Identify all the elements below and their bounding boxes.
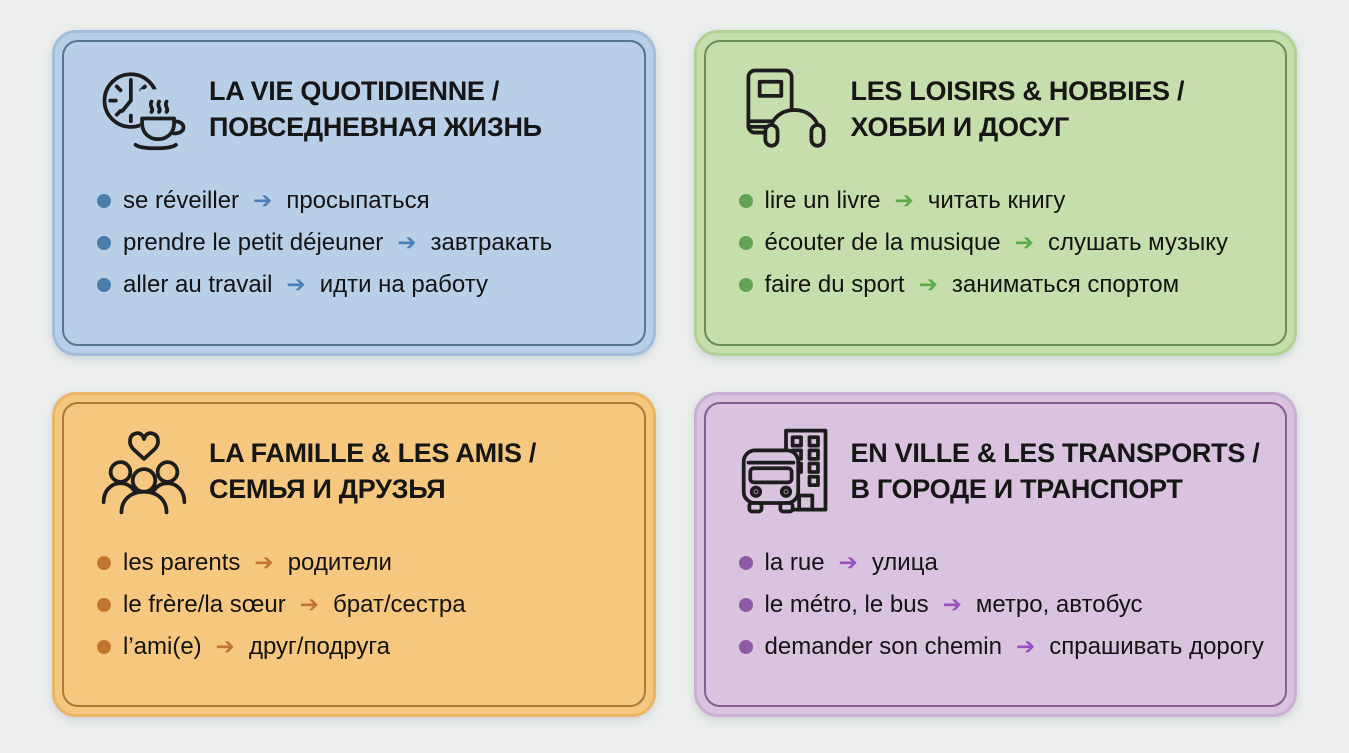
- arrow-icon: ➔: [299, 591, 319, 618]
- card-title-french: LES LOISIRS & HOBBIES /: [850, 76, 1185, 107]
- arrow-icon: ➔: [1014, 230, 1034, 256]
- vocab-item: [739, 591, 1271, 619]
- card-header: [97, 425, 629, 519]
- bullet-icon: [739, 194, 753, 208]
- vocab-item: [97, 271, 629, 299]
- russian-term: слушать музыку: [1047, 229, 1228, 256]
- card-title-french: EN VILLE & LES TRANSPORTS /: [850, 437, 1260, 468]
- french-term: le métro, le bus: [764, 590, 929, 618]
- vocab-item: [739, 229, 1271, 257]
- vocab-list: [739, 549, 1271, 661]
- french-term: faire du sport: [764, 271, 905, 298]
- card-title-russian: ХОББИ И ДОСУГ: [850, 112, 1070, 142]
- russian-term: друг/подруга: [248, 632, 390, 660]
- russian-term: просыпаться: [286, 187, 430, 214]
- card-title-russian: В ГОРОДЕ И ТРАНСПОРТ: [850, 473, 1183, 504]
- russian-term: родители: [287, 548, 392, 576]
- vocab-item: [97, 229, 629, 257]
- card-city-transport: [694, 392, 1298, 718]
- arrow-icon: ➔: [918, 272, 938, 298]
- vocab-list: [97, 187, 629, 299]
- arrow-icon: ➔: [286, 272, 306, 298]
- russian-term: идти на работу: [319, 271, 488, 298]
- card-header: [739, 425, 1271, 519]
- card-daily-life: [52, 30, 656, 356]
- bullet-icon: [97, 640, 111, 654]
- card-title: [851, 74, 1185, 145]
- vocab-item: [97, 633, 629, 661]
- russian-term: метро, автобус: [975, 590, 1143, 618]
- bullet-icon: [739, 598, 753, 612]
- arrow-icon: ➔: [254, 549, 274, 576]
- card-title-french: LA VIE QUOTIDIENNE /: [209, 76, 500, 107]
- russian-term: брат/сестра: [332, 590, 466, 618]
- vocab-item: [739, 187, 1271, 215]
- russian-term: спрашивать дорогу: [1049, 632, 1264, 660]
- vocab-list: [739, 187, 1271, 299]
- vocab-item: [97, 187, 629, 215]
- card-title-french: LA FAMILLE & LES AMIS /: [209, 437, 537, 468]
- russian-term: читать книгу: [927, 187, 1066, 214]
- card-title-russian: СЕМЬЯ И ДРУЗЬЯ: [209, 473, 446, 504]
- card-title: [209, 74, 542, 145]
- vocab-list: [97, 549, 629, 661]
- card-title: [851, 436, 1260, 507]
- vocab-item: [739, 633, 1271, 661]
- bullet-icon: [97, 278, 111, 292]
- family-heart-icon: [97, 425, 191, 519]
- russian-term: завтракать: [430, 229, 553, 256]
- card-header: [97, 63, 629, 157]
- arrow-icon: ➔: [838, 549, 858, 576]
- vocab-item: [97, 591, 629, 619]
- french-term: lire un livre: [764, 187, 881, 214]
- arrow-icon: ➔: [942, 591, 962, 618]
- bullet-icon: [97, 236, 111, 250]
- bullet-icon: [97, 194, 111, 208]
- bullet-icon: [739, 236, 753, 250]
- bullet-icon: [739, 278, 753, 292]
- arrow-icon: ➔: [397, 230, 417, 256]
- russian-term: заниматься спортом: [951, 271, 1180, 298]
- bullet-icon: [97, 598, 111, 612]
- french-term: la rue: [764, 548, 825, 576]
- card-title: [209, 436, 536, 507]
- french-term: les parents: [123, 548, 241, 576]
- french-term: l’ami(e): [123, 632, 202, 660]
- french-term: écouter de la musique: [764, 229, 1001, 256]
- bullet-icon: [739, 556, 753, 570]
- card-hobbies: [694, 30, 1298, 356]
- arrow-icon: ➔: [253, 188, 273, 214]
- card-title-russian: ПОВСЕДНЕВНАЯ ЖИЗНЬ: [209, 112, 542, 142]
- bus-building-icon: [739, 425, 833, 519]
- french-term: le frère/la sœur: [123, 590, 286, 618]
- vocab-item: [739, 549, 1271, 577]
- french-term: demander son chemin: [764, 632, 1002, 660]
- arrow-icon: ➔: [1015, 633, 1036, 660]
- french-term: aller au travail: [123, 271, 273, 298]
- french-term: se réveiller: [123, 187, 240, 214]
- clock-coffee-icon: [97, 63, 191, 157]
- card-family-friends: [52, 392, 656, 718]
- arrow-icon: ➔: [215, 633, 235, 660]
- card-header: [739, 63, 1271, 157]
- book-headphones-icon: [739, 63, 833, 157]
- russian-term: улица: [871, 548, 938, 576]
- bullet-icon: [739, 640, 753, 654]
- vocab-item: [739, 271, 1271, 299]
- vocab-item: [97, 549, 629, 577]
- arrow-icon: ➔: [894, 188, 914, 214]
- french-term: prendre le petit déjeuner: [123, 229, 384, 256]
- bullet-icon: [97, 556, 111, 570]
